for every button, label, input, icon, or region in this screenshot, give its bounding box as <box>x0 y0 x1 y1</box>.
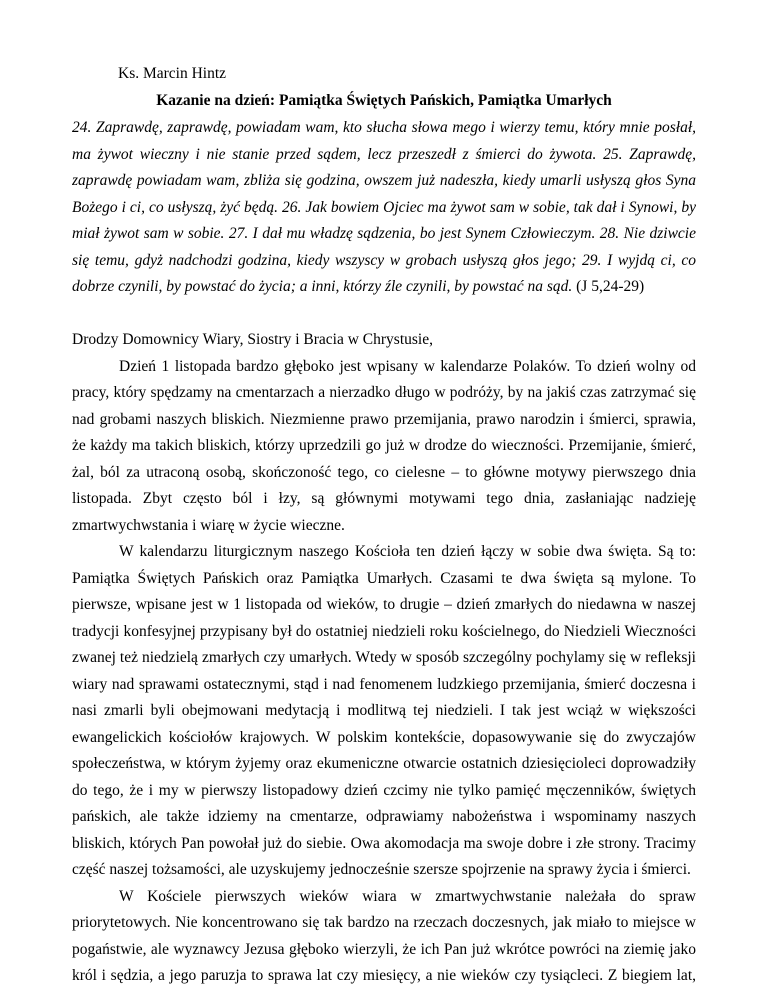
quote-reference: (J 5,24-29) <box>572 278 645 295</box>
text-line: bliskich, których Pan powołał już do siebie. Owa akomodacja ma swoje dobre i złe strony. Tracimy <box>72 834 696 852</box>
text-line: pańskich, ale także idziemy na cmentarze, odprawiamy nabożeństwa i wspominamy naszych <box>72 808 696 825</box>
paragraph-3 <box>72 884 696 990</box>
quote-last-line <box>72 274 696 301</box>
text-line: Pamiątka Świętych Pańskich oraz Pamiątka Umarłych. Czasami te dwa święta są mylone. To <box>72 569 696 587</box>
text-line: że każdy ma takich bliskich, którzy uprzedzili go już w drodze do wieczności. Przemijanie, śmierć, <box>72 437 696 454</box>
text-line: tradycji konfesyjnej przypisany był do ostatniej niedzieli roku kościelnego, do Niedzieli Wieczności <box>72 622 696 640</box>
text-line: Dzień 1 listopada bardzo głęboko jest wpisany w kalendarze Polaków. To dzień wolny od <box>119 357 696 375</box>
text-line: zmartwychwstania i wiarę w życie wieczne. <box>72 516 345 534</box>
text-line: priorytetowych. Nie koncentrowano się tak bardzo na rzeczach doczesnych, jak miało to miejsce w <box>72 914 696 931</box>
text-line: listopada. Zbyt często ból i łzy, są głównymi motywami tego dnia, zasłaniając nadzieję <box>72 490 696 507</box>
quote-line-text: dobrze czynili, by powstać do życia; a inni, którzy źle czynili, by powstać na sąd. <box>72 278 573 295</box>
text-line: W Kościele pierwszych wieków wiara w zmartwychwstanie należała do spraw <box>119 887 696 905</box>
document-body <box>72 115 696 990</box>
quote-line: ma żywot wieczny i nie stanie przed sądem, lecz przeszedł z śmierci do żywota. 25. Zaprawdę, <box>72 145 696 163</box>
text-line: król i sędzia, a jego paruzja to sprawa lat czy miesięcy, a nie wieków czy tysiącleci. Z biegiem lat, <box>72 967 696 984</box>
author-name: Ks. Marcin Hintz <box>118 65 227 82</box>
text-line: W kalendarzu liturgicznym naszego Kościoła ten dzień łączy w sobie dwa święta. Są to: <box>119 543 696 560</box>
text-line: do tego, że i my w pierwszy listopadowy dzień czcimy nie tylko pamięć męczenników, świętych <box>72 781 696 799</box>
blank-line <box>72 301 696 328</box>
quote-line: się temu, gdyż nadchodzi godzina, kiedy wszyscy w grobach usłyszą głos jego; 29. I wyjdą ci, co <box>72 251 696 269</box>
text-line: żal, ból za utraconą osobą, skończoność tego, co cielesne – to główne motywy pierwszego dnia <box>72 463 696 481</box>
quote-line: Bożego i ci, co usłyszą, żyć będą. 26. Jak bowiem Ojciec ma żywot sam w sobie, tak dał i Synowi, by <box>72 198 696 216</box>
paragraph-1 <box>72 354 696 540</box>
paragraph-2 <box>72 539 696 884</box>
text-line: pogaństwie, ale wyznawcy Jezusa głęboko wierzyli, że ich Pan już wkrótce powróci na ziemię jako <box>72 940 696 958</box>
text-line: wiary nad sprawami ostatecznymi, stąd i nad fenomenem ludzkiego przemijania, śmierć doczesna i <box>72 675 696 693</box>
salutation: Drodzy Domownicy Wiary, Siostry i Bracia w Chrystusie, <box>72 331 433 348</box>
text-line: pierwsze, wpisane jest w 1 listopada od wieków, to drugie – dzień zmarłych do niedawna w naszej <box>72 596 696 613</box>
scripture-quote <box>72 115 696 301</box>
text-line: nad grobami naszych bliskich. Niezmienne prawo przemijania, prawo narodzin i śmierci, sprawia, <box>72 410 696 428</box>
quote-line: zaprawdę powiadam wam, zbliża się godzina, owszem już nadeszła, kiedy umarli usłyszą głos Syna <box>72 172 696 189</box>
quote-line: 24. Zaprawdę, zaprawdę, powiadam wam, kto słucha słowa mego i wierzy temu, który mnie posłał, <box>72 119 696 136</box>
sermon-title: Kazanie na dzień: Pamiątka Świętych Pańskich, Pamiątka Umarłych <box>156 92 612 109</box>
text-line: nasi zmarli byli obejmowani medytacją i modlitwą tej niedzieli. I tak jest wciąż w większości <box>72 702 696 719</box>
text-line: część naszej tożsamości, ale uzyskujemy jednocześnie szersze spojrzenie na sprawy życia i śmierci. <box>72 861 691 878</box>
quote-line: miał żywot sam w sobie. 27. I dał mu władzę sądzenia, bo jest Synem Człowieczym. 28. Nie dziwcie <box>72 225 696 242</box>
text-line: zwanej też niedzielą zmarłych czy umarłych. Wtedy w sposób szczególny pochylamy się w refleksji <box>72 649 696 666</box>
text-line: społeczeństwa, w którym żyjemy oraz ekumeniczne otwarcie ostatnich dziesięcioleci doprowadziły <box>72 755 696 772</box>
text-line: ewangelickich kościołów krajowych. W polskim kontekście, dopasowywanie się do zwyczajów <box>72 728 696 746</box>
text-line: pracy, który spędzamy na cmentarzach a nierzadko długo w podróży, by na jakiś czas zatrzymać się <box>72 384 696 401</box>
